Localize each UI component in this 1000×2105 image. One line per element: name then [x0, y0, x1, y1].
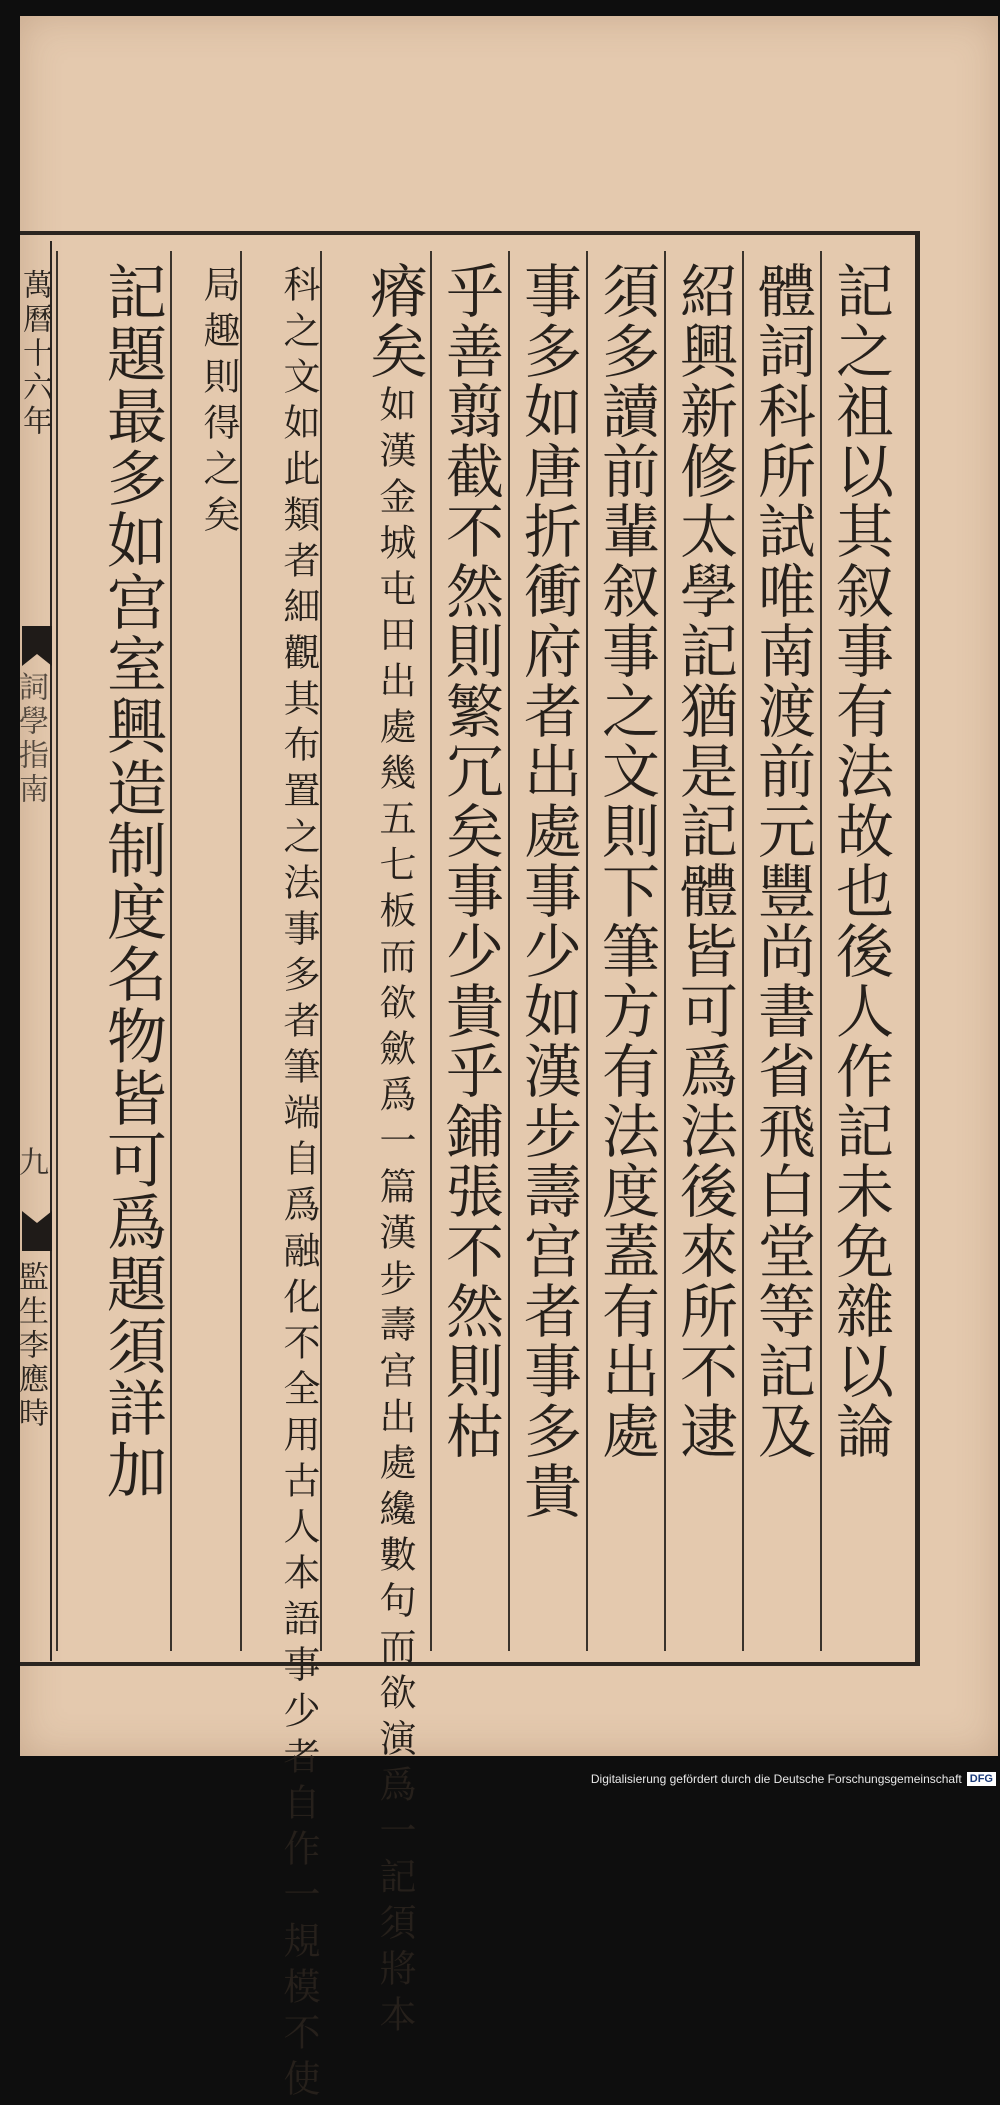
text-column-7: [320, 251, 430, 2041]
dfg-logo: DFG: [967, 1772, 996, 1786]
margin-leaf-number: 九: [13, 1146, 48, 1176]
margin-title: 詞學指南: [13, 671, 48, 807]
column-9-note: 局趣則得之矣: [197, 265, 240, 541]
margin-date: 萬曆十六年: [20, 241, 52, 1661]
text-column-8: [240, 251, 320, 2105]
text-column-4: 須多讀前輩叙事之文則下筆方有法度蓋有出處: [586, 251, 662, 1651]
column-7-note: 如漢金城屯田出處幾五七板而欲歛爲一篇漢步壽宫出處纔數句而欲演爲一記須將本: [373, 385, 416, 2041]
text-column-3: 紹興新修太學記猶是記體皆可爲法後來所不逮: [664, 251, 740, 1651]
column-7-main: 瘠矣: [360, 261, 428, 381]
margin-printer: 監生李應時: [13, 1261, 48, 1431]
text-column-9: [170, 251, 240, 1651]
text-column-1: 記之祖以其叙事有法故也後人作記未免雜以論: [820, 251, 896, 1651]
column-8-note: 科之文如此類者細觀其布置之法事多者筆端自爲融化不全用古人本語事少者自作一規模不使: [277, 265, 320, 2105]
text-column-5: 事多如唐折衝府者出處事少如漢步壽宫者事多貴: [508, 251, 584, 1651]
text-column-10: 記題最多如宫室興造制度名物皆可爲題須詳加: [56, 251, 170, 1651]
text-column-2: 體詞科所試唯南渡前元豐尚書省飛白堂等記及: [742, 251, 818, 1651]
text-column-6: 乎善翦截不然則繁冗矣事少貴乎鋪張不然則枯: [430, 251, 506, 1651]
footer-text: Digitalisierung gefördert durch die Deutsche Forschungsgemeinschaft: [590, 1772, 962, 1786]
footer-credit: [591, 1772, 996, 1786]
